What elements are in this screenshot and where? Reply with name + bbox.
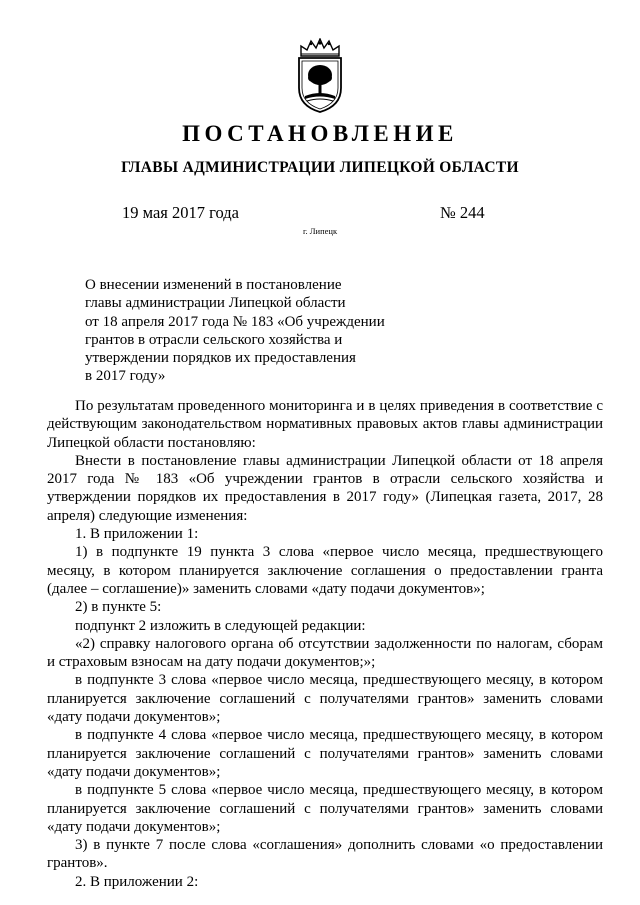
body-paragraph: 1. В приложении 1: (75, 526, 199, 543)
body-paragraph: в подпункте 4 слова «первое число месяца, предшествующего месяцу, в котором планируется заключение соглашений с получателями грантов» заменить словами «дату подачи документов»; (47, 727, 603, 780)
body-paragraph: По результатам проведенного мониторинга и в целях приведения в соответствие с действующим законодательством нормативных правовых актов главы администрации Липецкой области постановляю: (47, 398, 603, 451)
subject-line: главы администрации Липецкой области (85, 295, 346, 312)
subject-line: грантов в отрасли сельского хозяйства и (85, 331, 343, 348)
document-title: ПОСТАНОВЛЕНИЕ (182, 121, 458, 146)
document-number: № 244 (440, 203, 485, 222)
body-paragraph: Внести в постановление главы администрации Липецкой области от 18 апреля 2017 года № 183 «Об учреждении грантов в отрасли сельского хозяйства и утверждении порядков их предоставления в 2017 году» (Липецкая газета, 2017, 28 апреля) следующие изменения: (47, 452, 603, 524)
body-paragraph: в подпункте 3 слова «первое число месяца, предшествующего месяцу, в котором планируется заключение соглашений с получателями грантов» заменить словами «дату подачи документов»; (47, 672, 603, 726)
body-paragraph: «2) справку налогового органа об отсутствии задолженности по налогам, сборам и страховым взносам на дату подачи документов;»; (47, 635, 603, 671)
document-date: 19 мая 2017 года (122, 203, 239, 222)
body-paragraph: в подпункте 5 слова «первое число месяца, предшествующего месяцу, в котором планируется заключение соглашений с получателями грантов» заменить словами «дату подачи документов»; (47, 782, 603, 835)
document-subject (85, 276, 415, 386)
body-paragraph: 1) в подпункте 19 пункта 3 слова «первое число месяца, предшествующего месяцу, в котором планируется заключение соглашения о предоставлении гранта (далее – соглашение)» заменить словами «дату подачи документов»; (47, 544, 603, 597)
subject-line: О внесении изменений в постановление (85, 277, 342, 293)
body-paragraph: 3) в пункте 7 после слова «соглашения» дополнить словами «о предоставлении грантов». (47, 837, 603, 872)
subject-line: в 2017 году» (85, 368, 166, 385)
lipetsk-coat-of-arms-icon (291, 38, 349, 114)
document-body (47, 397, 603, 891)
body-paragraph: подпункт 2 изложить в следующей редакции: (75, 617, 366, 634)
issuing-authority: ГЛАВЫ АДМИНИСТРАЦИИ ЛИПЕЦКОЙ ОБЛАСТИ (121, 159, 519, 176)
subject-line: от 18 апреля 2017 года № 183 «Об учреждении (85, 313, 385, 330)
body-paragraph: 2) в пункте 5: (75, 599, 162, 616)
body-paragraph: 2. В приложении 2: (75, 873, 199, 890)
document-city: г. Липецк (303, 226, 338, 236)
subject-line: утверждении порядков их предоставления (85, 350, 356, 367)
